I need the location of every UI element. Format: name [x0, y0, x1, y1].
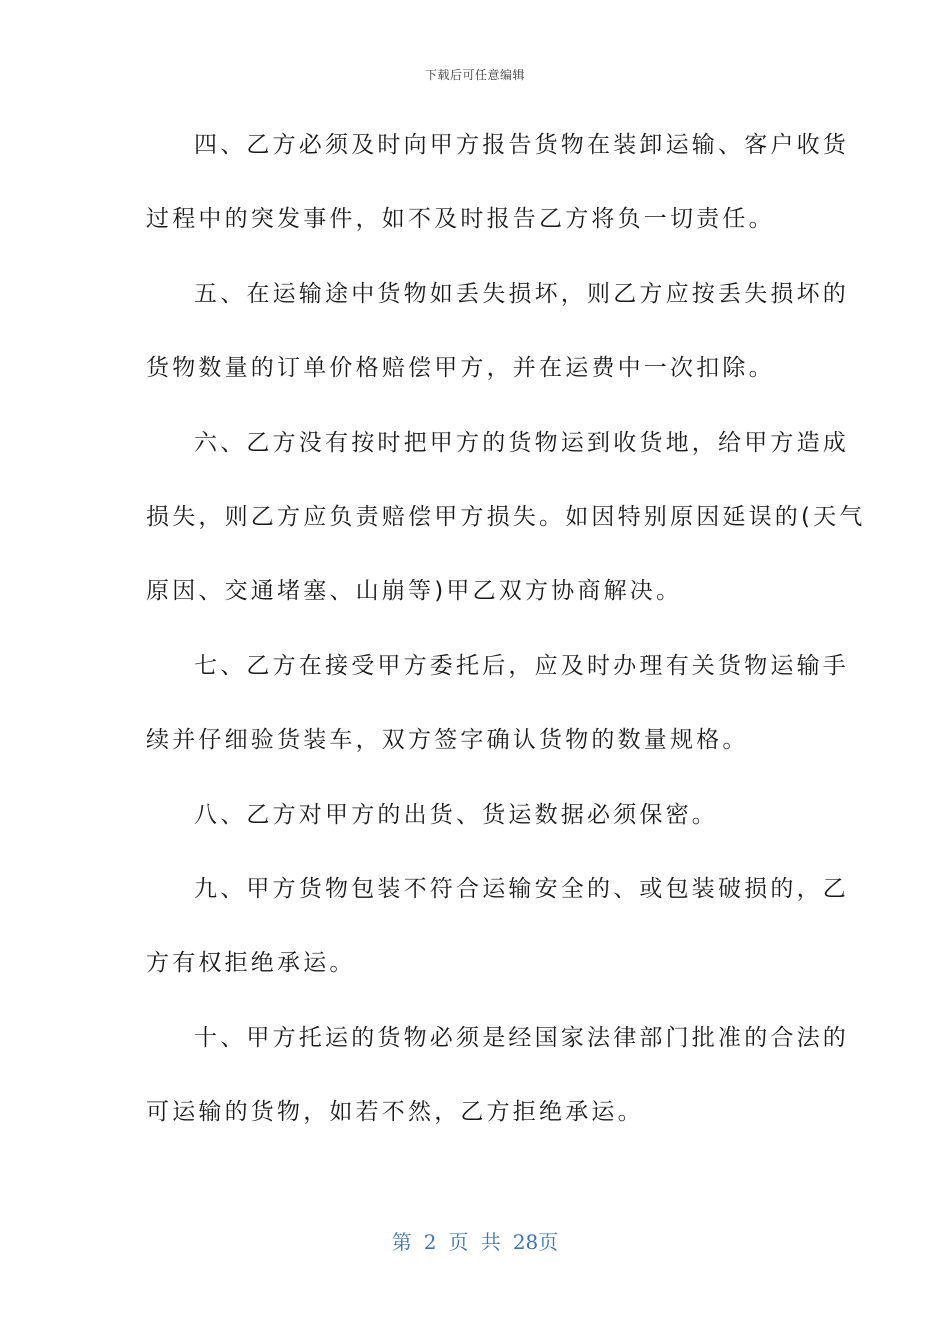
paragraph-6-line-2: 损失，则乙方应负责赔偿甲方损失。如因特别原因延误的(天气 [146, 503, 866, 530]
page-header: 下载后可任意编辑 [424, 68, 525, 82]
paragraph-6-line-1: 六、乙方没有按时把甲方的货物运到收货地，给甲方造成 [194, 429, 849, 456]
paragraph-4-line-1: 四、乙方必须及时向甲方报告货物在装卸运输、客户收货 [194, 132, 849, 158]
footer-page-mid: 页 共 [448, 1230, 501, 1254]
paragraph-9-line-1: 九、甲方货物包装不符合运输安全的、或包装破损的，乙 [194, 875, 849, 902]
paragraph-4-line-2: 过程中的突发事件，如不及时报告乙方将负一切责任。 [146, 206, 775, 233]
footer-page-prefix: 第 [391, 1230, 412, 1254]
paragraph-5-line-1: 五、在运输途中货物如丢失损坏，则乙方应按丢失损坏的 [194, 280, 849, 307]
page-footer [0, 1226, 950, 1255]
paragraph-7-line-2: 续并仔细验货装车，双方签字确认货物的数量规格。 [146, 727, 749, 754]
paragraph-5-line-2: 货物数量的订单价格赔偿甲方，并在运费中一次扣除。 [146, 355, 775, 382]
paragraph-6-line-3: 原因、交通堵塞、山崩等)甲乙双方协商解决。 [146, 578, 683, 605]
paragraph-10-line-1: 十、甲方托运的货物必须是经国家法律部门批准的合法的 [194, 1024, 849, 1051]
footer-page-number: 2 [423, 1230, 437, 1254]
footer-total-pages: 28页 [512, 1230, 559, 1254]
paragraph-8-line-1: 八、乙方对甲方的出货、货运数据必须保密。 [194, 801, 718, 828]
paragraph-7-line-1: 七、乙方在接受甲方委托后，应及时办理有关货物运输手 [194, 652, 849, 679]
document-body [146, 119, 866, 1160]
paragraph-9-line-2: 方有权拒绝承运。 [146, 950, 356, 977]
paragraph-10-line-2: 可运输的货物，如若不然，乙方拒绝承运。 [146, 1099, 644, 1126]
